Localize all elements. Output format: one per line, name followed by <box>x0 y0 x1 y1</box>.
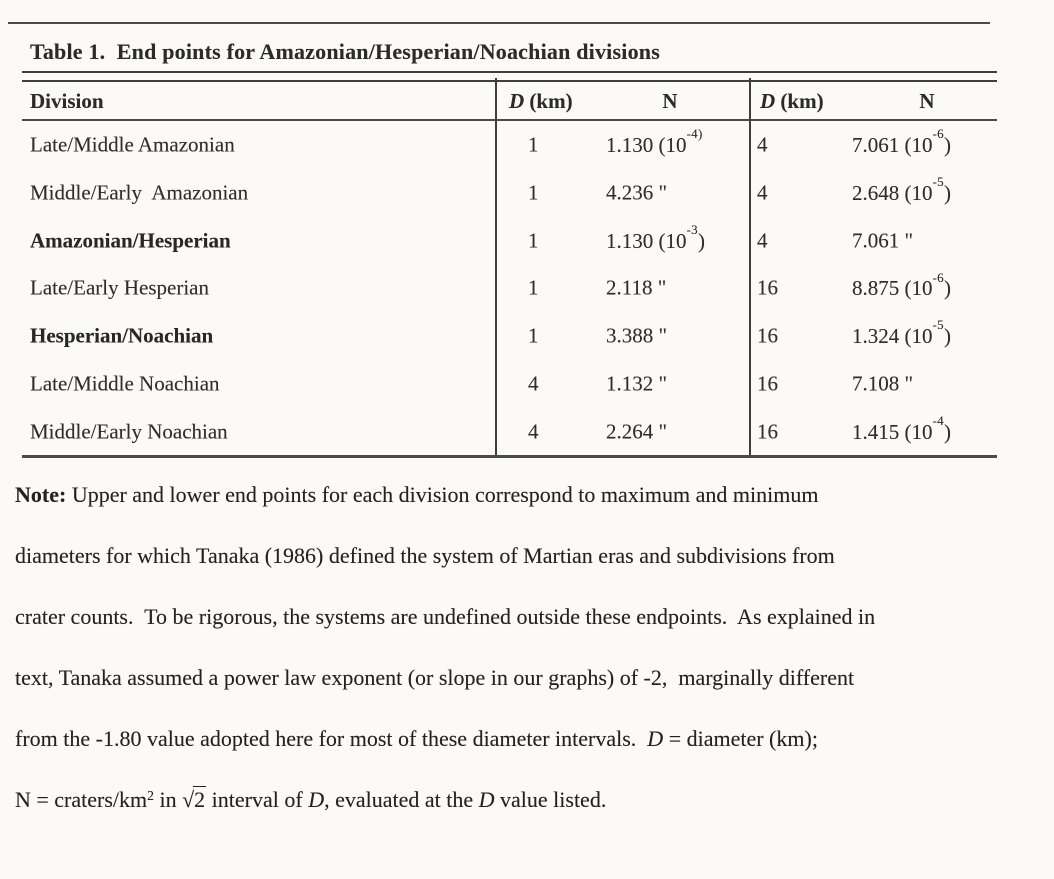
d-km-cell-2: 4 <box>757 228 768 253</box>
note-line: N = craters/$km^2$ in √2 interval of D, evaluated at the D value listed. <box>15 787 607 812</box>
table-top-double-rule <box>22 71 997 82</box>
n-cell-1: 1.130 $(10^{-3})$ <box>606 221 705 253</box>
n-cell-1: 4.236 " <box>606 180 668 205</box>
division-cell: Late/Middle Amazonian <box>30 132 235 157</box>
n-cell-2: 1.415 $(10^{-4})$ <box>852 413 951 444</box>
top-horizontal-rule <box>8 22 990 24</box>
note-line: diameters for which Tanaka (1986) defined the system of Martian eras and subdivisions from <box>15 543 835 568</box>
n-cell-2: 7.061 $(10^{-6})$ <box>852 126 951 157</box>
table-row <box>0 217 1054 265</box>
note-line: Note: Upper and lower end points for each division correspond to maximum and minimum <box>15 482 819 507</box>
d-km-cell-2: 16 <box>757 371 778 396</box>
column-header-d-km-2 <box>760 89 824 114</box>
d-unit: (km) <box>524 89 573 113</box>
d-symbol: D <box>760 89 776 113</box>
n-cell-1: 3.388 " <box>606 323 668 348</box>
n-cell-1: 1.130 ($10^{-4)}$ <box>606 126 703 157</box>
n-cell-2: 7.061 " <box>852 228 914 253</box>
d-km-cell-2: 4 <box>757 180 768 205</box>
d-km-cell-2: 16 <box>757 275 778 300</box>
note-line: text, Tanaka assumed a power law exponent (or slope in our graphs) of -2, marginally different <box>15 665 855 690</box>
table-bottom-rule <box>22 455 997 458</box>
d-km-cell-1: 1 <box>528 323 539 348</box>
n-cell-2: 8.875 $(10^{-6})$ <box>852 269 951 301</box>
column-header-n-2: N <box>919 89 935 113</box>
column-header-division: Division <box>30 89 104 113</box>
table-row <box>0 169 1054 217</box>
table-body <box>0 121 1054 456</box>
d-km-cell-1: 1 <box>528 180 539 205</box>
table-title: Table 1. End points for Amazonian/Hesperian/Noachian divisions <box>30 39 660 64</box>
d-km-cell-2: 16 <box>757 323 778 348</box>
division-cell: Late/Middle Noachian <box>30 371 220 396</box>
n-cell-1: 2.264 " <box>606 419 668 444</box>
column-header-n-1: N <box>662 89 678 113</box>
d-km-cell-2: 4 <box>757 132 768 157</box>
division-cell: Hesperian/Noachian <box>30 323 214 348</box>
d-unit: (km) <box>775 89 824 113</box>
column-header-d-km-1 <box>509 89 573 114</box>
d-km-cell-2: 16 <box>757 419 778 444</box>
d-km-cell-1: 1 <box>528 228 539 253</box>
d-km-cell-1: 4 <box>528 419 539 444</box>
n-cell-2: 7.108 " <box>852 371 914 396</box>
d-km-cell-1: 1 <box>528 132 539 157</box>
n-cell-2: 2.648 $(10^{-5})$ <box>852 173 951 205</box>
table-row <box>0 265 1054 313</box>
note-line: crater counts. To be rigorous, the systems are undefined outside these endpoints. As explained in <box>15 604 876 629</box>
note-line: from the -1.80 value adopted here for most of these diameter intervals. D = diameter (km); <box>15 726 818 751</box>
n-cell-1: 2.118 " <box>606 275 667 300</box>
d-km-cell-1: 1 <box>528 275 539 300</box>
table-row <box>0 408 1054 456</box>
d-symbol: D <box>509 89 525 113</box>
division-cell: Middle/Early Noachian <box>30 419 228 444</box>
division-cell: Middle/Early Amazonian <box>30 180 249 205</box>
table-row <box>0 312 1054 360</box>
division-cell: Late/Early Hesperian <box>30 275 209 300</box>
n-cell-2: 1.324 $(10^{-5})$ <box>852 317 951 349</box>
d-km-cell-1: 4 <box>528 371 539 396</box>
n-cell-1: 1.132 " <box>606 371 668 396</box>
division-cell: Amazonian/Hesperian <box>30 228 231 253</box>
table-note <box>15 482 1025 851</box>
table-row <box>0 360 1054 408</box>
table-row <box>0 121 1054 169</box>
